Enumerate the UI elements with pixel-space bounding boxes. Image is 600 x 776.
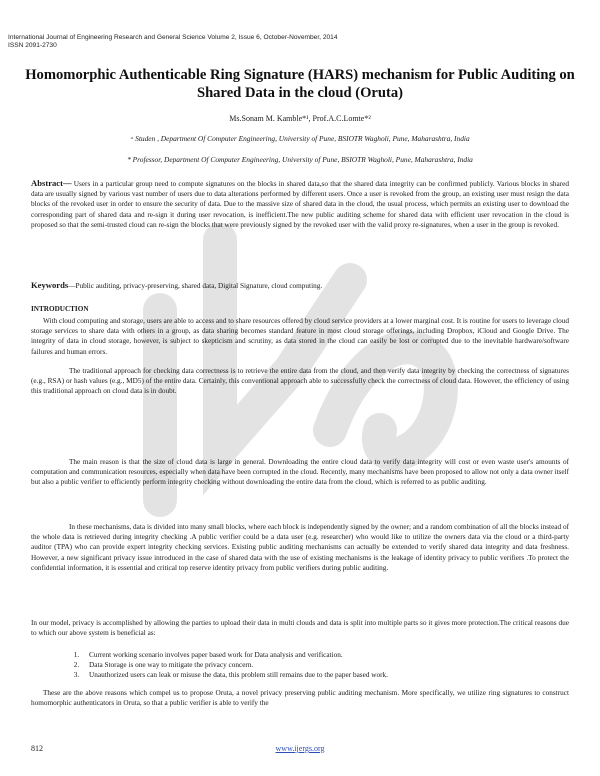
intro-paragraph-6: These are the above reasons which compel us to propose Oruta, a novel privacy preserving public auditing mechanism. More specifically, we utilize ring signatures to construct homomorphic authenticators in Oruta, so that a public verifier is able to verify the bbox=[31, 689, 569, 708]
affiliation-2: * Professor, Department Of Computer Engineering, University of Pune, BSIOTR Wagholi, Pune, Maharashtra, India bbox=[127, 155, 473, 164]
reasons-list-block bbox=[31, 650, 569, 681]
keywords-text: —Public auditing, privacy-preserving, shared data, Digital Signature, cloud computing. bbox=[68, 282, 323, 290]
abstract-text: Users in a particular group need to compute signatures on the blocks in shared data,so that the shared data integrity can be confirmed publicly. Various blocks in shared data are usually signed by various vast number of users due to data alterations performed by different users. Once a user is revoked from the group, an existing user must resign the data blocks of the revoked user in order to ensure the security of data. Due to the massive size of shared data in the cloud, the usual process, which permits an existing user to download the corresponding part of shared data and re-sign it during user revocation, is inefficient.The new public auditing scheme for shared data with efficient user revocation in the cloud is proposed so that the semi-trusted cloud can re-sign the blocks that were previously signed by the revoked user with the valid proxy re-signatures, when a user in the group is revoked. bbox=[31, 180, 569, 229]
intro-paragraph-1: With cloud computing and storage, users are able to access and to share resources offered by cloud service providers at a lower marginal cost. It is routine for users to leverage cloud storage services to share data with others in a group, as data sharing becomes standard feature in most cloud storage offerings, including Dropbox, iCloud and Google Drive. The integrity of data in cloud storage, however, is subject to skepticism and scrutiny, as data stored in the cloud can easily be lost or corrupted due to the inevitable hardware/software failures and human errors. bbox=[31, 317, 569, 356]
keywords-label: Keywords bbox=[31, 280, 69, 290]
abstract bbox=[31, 178, 569, 230]
page-number: 812 bbox=[31, 744, 43, 753]
intro-paragraph-5: In our model, privacy is accomplished by allowing the parties to upload their data in multi clouds and data is split into multiple parts so it gives more protection.The critical reasons due to which our above system is beneficial as: bbox=[31, 619, 569, 638]
journal-url-link[interactable]: www.ijergs.org bbox=[275, 744, 325, 753]
affiliation-1: ᵃ Studen , Department Of Computer Engineering, University of Pune, BSIOTR Wagholi, Pune, Maharashtra, India bbox=[130, 134, 470, 143]
list-item: 2. Data Storage is one way to mitigate the privacy concern. bbox=[81, 660, 569, 670]
paper-title: Homomorphic Authenticable Ring Signature (HARS) mechanism for Public Auditing on Shared Data in the cloud (Oruta) bbox=[25, 67, 575, 101]
keywords bbox=[31, 280, 569, 291]
reasons-list bbox=[31, 650, 569, 681]
journal-line: International Journal of Engineering Research and General Science Volume 2, Issue 6, October-November, 2014 bbox=[8, 34, 338, 41]
intro-paragraph-4: In these mechanisms, data is divided into many small blocks, where each block is independently signed by the owner; and a random combination of all the blocks instead of the whole data is retrieved during integrity checking .A public verifier could be a data user (e.g. researcher) who would like to utilize the owners data via the cloud or a third-party auditor (TPA) who can provide expert integrity checking services. Existing public auditing mechanisms can actually be extended to verify shared data integrity and data freshness. However, a new significant privacy issue introduced in the case of shared data with the use of existing mechanisms is the leakage of identity privacy to public verifiers .To protect the confidential information, it is essential and critical top reserve identity privacy from public verifiers during public auditing. bbox=[31, 523, 569, 572]
list-item: 3. Unauthorized users can leak or misuse the data, this problem still remains due to the paper based work. bbox=[81, 670, 569, 680]
introduction-heading bbox=[31, 304, 569, 314]
intro-paragraph-3: The main reason is that the size of cloud data is large in general. Downloading the entire cloud data to verify data integrity will cost or even waste user's amounts of computation and communication resources, especially when data have been corrupted in the cloud. Recently, many mechanisms have been proposed to allow not only a data owner itself but also a public verifier to efficiently perform integrity checking without downloading the entire data from the cloud, which is referred to as public auditing. bbox=[31, 458, 569, 487]
intro-paragraph-2: The traditional approach for checking data correctness is to retrieve the entire data from the cloud, and then verify data integrity by checking the correctness of signatures (e.g., RSA) or hash values (e.g., MD5) of the entire data. Certainly, this conventional approach able to successfully check the correctness of cloud data. However, the efficiency of using this traditional approach on cloud data is in doubt. bbox=[31, 367, 569, 396]
abstract-label: Abstract— bbox=[31, 178, 72, 188]
section-heading: INTRODUCTION bbox=[31, 305, 89, 313]
authors: Ms.Sonam M. Kamble*¹, Prof.A.C.Lomte*² bbox=[229, 114, 371, 123]
issn: ISSN 2091-2730 bbox=[8, 42, 57, 50]
journal-header bbox=[8, 34, 338, 50]
list-item: 1. Current working scenario involves paper based work for Data analysis and verification. bbox=[81, 650, 569, 660]
